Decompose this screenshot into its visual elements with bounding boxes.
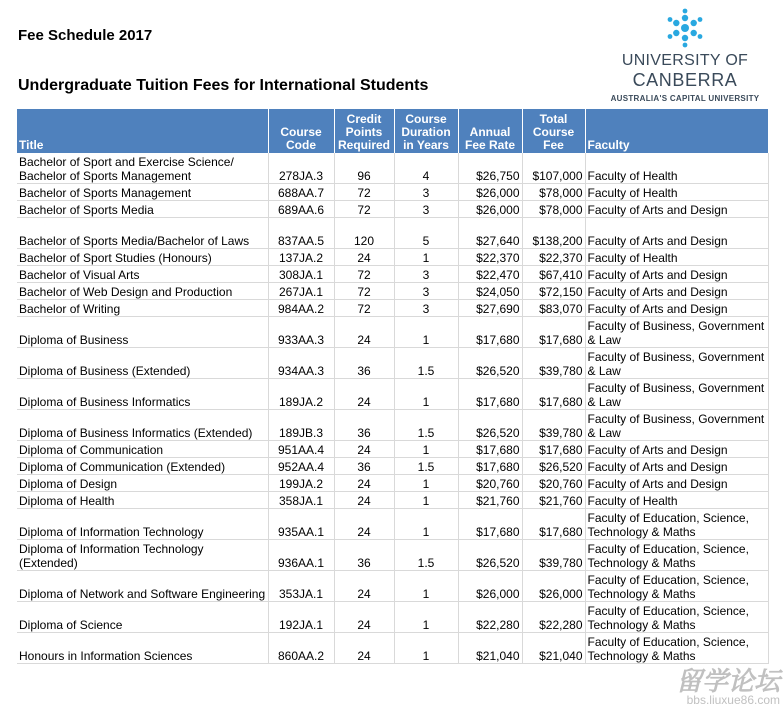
cell-duration: 5 [394, 218, 458, 249]
cell-course-code: 688AA.7 [268, 184, 334, 201]
cell-faculty: Faculty of Education, Science, Technology & Maths [585, 602, 768, 633]
cell-annual-fee: $22,370 [458, 249, 522, 266]
cell-total-fee: $21,040 [522, 633, 585, 664]
logo-tagline: AUSTRALIA'S CAPITAL UNIVERSITY [610, 94, 760, 103]
cell-course-code: 933AA.3 [268, 317, 334, 348]
cell-credit-points: 36 [334, 540, 394, 571]
document-subtitle: Undergraduate Tuition Fees for International Students [18, 77, 429, 94]
cell-faculty: Faculty of Business, Government & Law [585, 379, 768, 410]
cell-total-fee: $39,780 [522, 348, 585, 379]
cell-annual-fee: $17,680 [458, 509, 522, 540]
cell-faculty: Faculty of Business, Government & Law [585, 410, 768, 441]
table-row [17, 540, 768, 571]
cell-course-code: 934AA.3 [268, 348, 334, 379]
column-header-course-code: Course Code [268, 109, 334, 153]
cell-faculty: Faculty of Arts and Design [585, 475, 768, 492]
table-body [17, 153, 768, 664]
cell-title: Diploma of Network and Software Engineering [17, 571, 268, 602]
cell-credit-points: 72 [334, 266, 394, 283]
table-row [17, 571, 768, 602]
cell-course-code: 837AA.5 [268, 218, 334, 249]
column-header-credit-points: Credit Points Required [334, 109, 394, 153]
cell-title: Diploma of Business Informatics (Extended) [17, 410, 268, 441]
watermark-url: bbs.liuxue86.com [686, 693, 780, 707]
cell-faculty: Faculty of Arts and Design [585, 266, 768, 283]
cell-annual-fee: $26,000 [458, 201, 522, 218]
cell-course-code: 189JB.3 [268, 410, 334, 441]
cell-course-code: 189JA.2 [268, 379, 334, 410]
cell-duration: 1.5 [394, 458, 458, 475]
table-row [17, 410, 768, 441]
cell-title: Diploma of Communication (Extended) [17, 458, 268, 475]
cell-faculty: Faculty of Arts and Design [585, 218, 768, 249]
table-row [17, 153, 768, 184]
table-row [17, 492, 768, 509]
cell-credit-points: 24 [334, 379, 394, 410]
cell-annual-fee: $27,690 [458, 300, 522, 317]
table-row [17, 218, 768, 249]
cell-title: Bachelor of Sports Media [17, 201, 268, 218]
cell-duration: 1.5 [394, 540, 458, 571]
cell-annual-fee: $17,680 [458, 441, 522, 458]
cell-course-code: 935AA.1 [268, 509, 334, 540]
cell-course-code: 267JA.1 [268, 283, 334, 300]
cell-duration: 1.5 [394, 348, 458, 379]
table-row [17, 300, 768, 317]
watermark [676, 668, 780, 706]
university-logo [600, 8, 770, 108]
cell-duration: 3 [394, 201, 458, 218]
cell-faculty: Faculty of Arts and Design [585, 441, 768, 458]
cell-annual-fee: $26,520 [458, 540, 522, 571]
cell-title: Diploma of Science [17, 602, 268, 633]
cell-total-fee: $20,760 [522, 475, 585, 492]
cell-faculty: Faculty of Business, Government & Law [585, 317, 768, 348]
cell-total-fee: $17,680 [522, 509, 585, 540]
cell-faculty: Faculty of Arts and Design [585, 300, 768, 317]
cell-annual-fee: $17,680 [458, 458, 522, 475]
table-header-row [17, 109, 768, 153]
cell-course-code: 689AA.6 [268, 201, 334, 218]
table-row [17, 249, 768, 266]
cell-duration: 1 [394, 249, 458, 266]
cell-course-code: 936AA.1 [268, 540, 334, 571]
cell-duration: 1 [394, 441, 458, 458]
cell-annual-fee: $26,000 [458, 184, 522, 201]
column-header-faculty: Faculty [585, 109, 768, 153]
cell-total-fee: $17,680 [522, 379, 585, 410]
cell-title: Diploma of Business Informatics [17, 379, 268, 410]
cell-faculty: Faculty of Arts and Design [585, 458, 768, 475]
cell-credit-points: 24 [334, 509, 394, 540]
cell-course-code: 199JA.2 [268, 475, 334, 492]
cell-annual-fee: $21,760 [458, 492, 522, 509]
cell-faculty: Faculty of Health [585, 249, 768, 266]
cell-total-fee: $78,000 [522, 184, 585, 201]
cell-total-fee: $39,780 [522, 410, 585, 441]
table-row [17, 509, 768, 540]
column-header-annual-fee: Annual Fee Rate [458, 109, 522, 153]
cell-duration: 1 [394, 602, 458, 633]
cell-course-code: 984AA.2 [268, 300, 334, 317]
cell-annual-fee: $26,000 [458, 571, 522, 602]
cell-title: Bachelor of Sport Studies (Honours) [17, 249, 268, 266]
cell-total-fee: $22,280 [522, 602, 585, 633]
cell-total-fee: $21,760 [522, 492, 585, 509]
table-row [17, 475, 768, 492]
table-row [17, 201, 768, 218]
cell-credit-points: 36 [334, 410, 394, 441]
cell-credit-points: 24 [334, 317, 394, 348]
cell-total-fee: $72,150 [522, 283, 585, 300]
cell-faculty: Faculty of Education, Science, Technology & Maths [585, 509, 768, 540]
cell-credit-points: 36 [334, 348, 394, 379]
cell-credit-points: 72 [334, 283, 394, 300]
cell-duration: 3 [394, 266, 458, 283]
cell-duration: 3 [394, 300, 458, 317]
cell-title: Bachelor of Sport and Exercise Science/ Bachelor of Sports Management [17, 153, 268, 184]
cell-credit-points: 24 [334, 475, 394, 492]
cell-course-code: 192JA.1 [268, 602, 334, 633]
cell-duration: 3 [394, 184, 458, 201]
cell-total-fee: $107,000 [522, 153, 585, 184]
column-header-total-fee: Total Course Fee [522, 109, 585, 153]
table-row [17, 441, 768, 458]
cell-annual-fee: $17,680 [458, 317, 522, 348]
cell-annual-fee: $21,040 [458, 633, 522, 664]
cell-title: Diploma of Business (Extended) [17, 348, 268, 379]
cell-faculty: Faculty of Health [585, 492, 768, 509]
cell-duration: 1 [394, 571, 458, 602]
cell-course-code: 308JA.1 [268, 266, 334, 283]
cell-total-fee: $26,520 [522, 458, 585, 475]
cell-total-fee: $138,200 [522, 218, 585, 249]
table-row [17, 348, 768, 379]
cell-duration: 1 [394, 509, 458, 540]
cell-annual-fee: $26,520 [458, 348, 522, 379]
table-row [17, 317, 768, 348]
cell-duration: 1 [394, 475, 458, 492]
cell-total-fee: $22,370 [522, 249, 585, 266]
watermark-text: 留学论坛 [675, 666, 780, 696]
document-title: Fee Schedule 2017 [18, 27, 153, 44]
cell-annual-fee: $24,050 [458, 283, 522, 300]
cell-course-code: 353JA.1 [268, 571, 334, 602]
cell-credit-points: 24 [334, 492, 394, 509]
cell-credit-points: 24 [334, 441, 394, 458]
cell-annual-fee: $20,760 [458, 475, 522, 492]
table-row [17, 633, 768, 664]
cell-course-code: 358JA.1 [268, 492, 334, 509]
cell-faculty: Faculty of Arts and Design [585, 201, 768, 218]
cell-title: Bachelor of Sports Media/Bachelor of Laws [17, 218, 268, 249]
cell-credit-points: 72 [334, 300, 394, 317]
cell-title: Diploma of Design [17, 475, 268, 492]
cell-faculty: Faculty of Education, Science, Technology & Maths [585, 571, 768, 602]
cell-title: Diploma of Information Technology [17, 509, 268, 540]
cell-total-fee: $17,680 [522, 317, 585, 348]
cell-credit-points: 72 [334, 184, 394, 201]
cell-duration: 4 [394, 153, 458, 184]
column-header-title: Title [17, 109, 268, 153]
cell-annual-fee: $27,640 [458, 218, 522, 249]
logo-line-1: UNIVERSITY OF [621, 52, 749, 69]
cell-annual-fee: $17,680 [458, 379, 522, 410]
cell-title: Diploma of Information Technology (Extended) [17, 540, 268, 571]
cell-title: Diploma of Communication [17, 441, 268, 458]
cell-faculty: Faculty of Education, Science, Technology & Maths [585, 633, 768, 664]
table-row [17, 283, 768, 300]
cell-title: Honours in Information Sciences [17, 633, 268, 664]
cell-credit-points: 36 [334, 458, 394, 475]
cell-credit-points: 24 [334, 249, 394, 266]
cell-duration: 1 [394, 379, 458, 410]
cell-duration: 3 [394, 283, 458, 300]
cell-duration: 1 [394, 633, 458, 664]
cell-title: Bachelor of Writing [17, 300, 268, 317]
cell-title: Diploma of Health [17, 492, 268, 509]
cell-credit-points: 120 [334, 218, 394, 249]
cell-course-code: 278JA.3 [268, 153, 334, 184]
table-row [17, 266, 768, 283]
cell-title: Bachelor of Sports Management [17, 184, 268, 201]
cell-duration: 1 [394, 492, 458, 509]
cell-title: Diploma of Business [17, 317, 268, 348]
cell-course-code: 952AA.4 [268, 458, 334, 475]
cell-duration: 1.5 [394, 410, 458, 441]
cell-total-fee: $39,780 [522, 540, 585, 571]
cell-credit-points: 72 [334, 201, 394, 218]
cell-total-fee: $17,680 [522, 441, 585, 458]
column-header-duration: Course Duration in Years [394, 109, 458, 153]
cell-total-fee: $78,000 [522, 201, 585, 218]
cell-annual-fee: $26,750 [458, 153, 522, 184]
cell-total-fee: $67,410 [522, 266, 585, 283]
cell-faculty: Faculty of Business, Government & Law [585, 348, 768, 379]
cell-course-code: 137JA.2 [268, 249, 334, 266]
cell-credit-points: 24 [334, 602, 394, 633]
cell-credit-points: 96 [334, 153, 394, 184]
table-row [17, 379, 768, 410]
cell-title: Bachelor of Visual Arts [17, 266, 268, 283]
cell-duration: 1 [394, 317, 458, 348]
cell-annual-fee: $22,470 [458, 266, 522, 283]
table-row [17, 602, 768, 633]
cell-credit-points: 24 [334, 633, 394, 664]
table-row [17, 458, 768, 475]
cell-faculty: Faculty of Health [585, 184, 768, 201]
cell-course-code: 951AA.4 [268, 441, 334, 458]
cell-faculty: Faculty of Health [585, 153, 768, 184]
cell-faculty: Faculty of Education, Science, Technology & Maths [585, 540, 768, 571]
fee-table [17, 109, 769, 664]
logo-line-2: CANBERRA [632, 70, 738, 90]
cell-total-fee: $83,070 [522, 300, 585, 317]
cell-course-code: 860AA.2 [268, 633, 334, 664]
cell-annual-fee: $22,280 [458, 602, 522, 633]
snowflake-logo-icon [665, 8, 705, 48]
cell-faculty: Faculty of Arts and Design [585, 283, 768, 300]
cell-annual-fee: $26,520 [458, 410, 522, 441]
table-row [17, 184, 768, 201]
cell-title: Bachelor of Web Design and Production [17, 283, 268, 300]
cell-credit-points: 24 [334, 571, 394, 602]
cell-total-fee: $26,000 [522, 571, 585, 602]
